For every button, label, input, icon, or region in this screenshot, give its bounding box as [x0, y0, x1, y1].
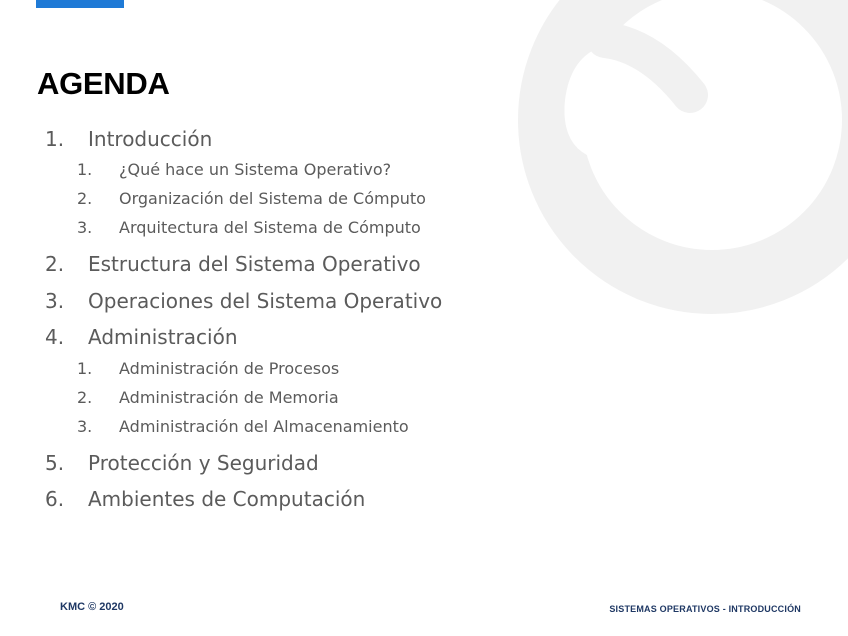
agenda-item-number: 2.: [45, 252, 65, 276]
agenda-subitem-label: Administración de Memoria: [119, 388, 339, 407]
agenda-item-label: Administración: [88, 325, 238, 349]
agenda-item-number: 1.: [45, 127, 65, 151]
footer-copyright: KMC © 2020: [60, 601, 124, 613]
agenda-item-number: 4.: [45, 325, 65, 349]
agenda-subitem-label: Organización del Sistema de Cómputo: [119, 189, 426, 208]
agenda-item-number: 5.: [45, 451, 65, 475]
agenda-item-label: Introducción: [88, 127, 213, 151]
slide-title: AGENDA: [37, 66, 170, 101]
agenda-item-number: 3.: [45, 289, 65, 313]
agenda-item-number: 6.: [45, 487, 65, 511]
agenda-subitem-number: 1.: [77, 359, 93, 378]
agenda-subitem-label: Arquitectura del Sistema de Cómputo: [119, 218, 421, 237]
agenda-item-label: Ambientes de Computación: [88, 487, 366, 511]
agenda-subitem-label: Administración del Almacenamiento: [119, 417, 409, 436]
footer-course-title: SISTEMAS OPERATIVOS - INTRODUCCIÓN: [609, 604, 801, 614]
agenda-subitem-number: 3.: [77, 218, 93, 237]
agenda-subitem-number: 1.: [77, 160, 93, 179]
agenda-subitem-number: 2.: [77, 388, 93, 407]
agenda-subitem-number: 3.: [77, 417, 93, 436]
agenda-subitem-label: Administración de Procesos: [119, 359, 340, 378]
agenda-item-label: Estructura del Sistema Operativo: [88, 252, 421, 276]
agenda-subitem-label: ¿Qué hace un Sistema Operativo?: [119, 160, 392, 179]
agenda-subitem-number: 2.: [77, 189, 93, 208]
agenda-item-label: Operaciones del Sistema Operativo: [88, 289, 443, 313]
agenda-item-label: Protección y Seguridad: [88, 451, 319, 475]
